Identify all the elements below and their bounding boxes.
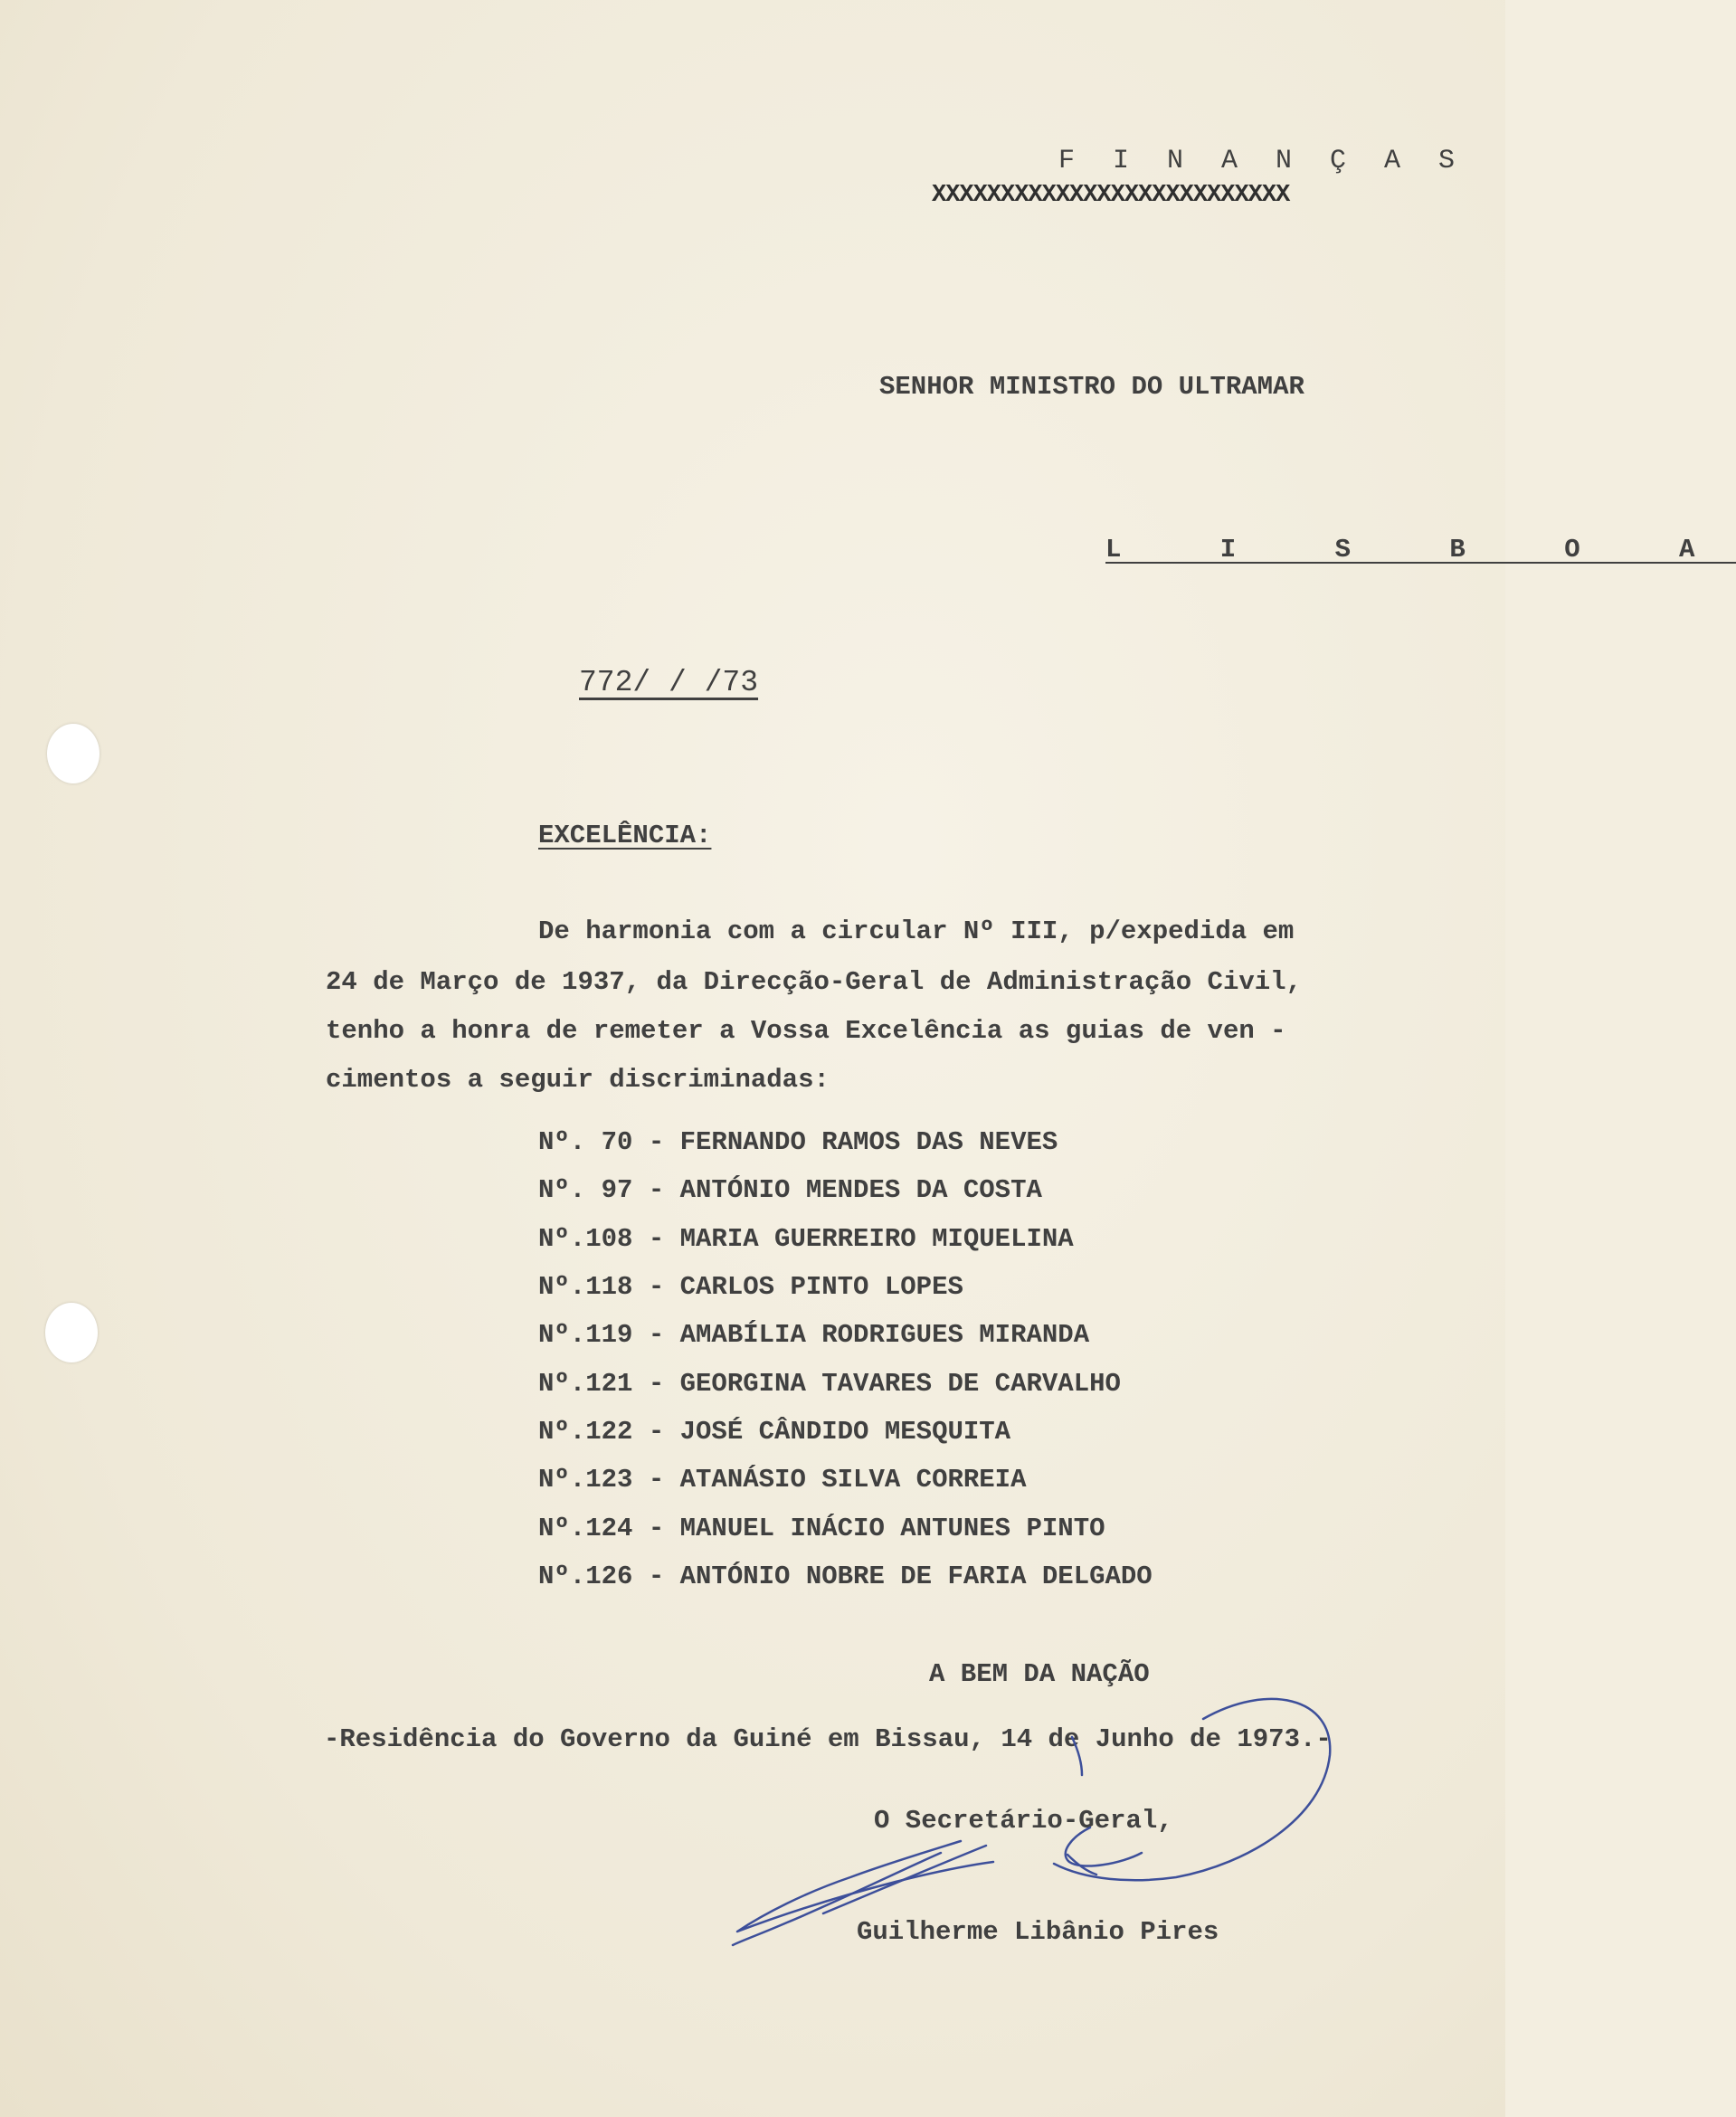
punch-hole-bottom (45, 1303, 98, 1362)
reference-number: 772/ / /73 (579, 666, 759, 699)
body-line: cimentos a seguir discriminadas: (326, 1065, 830, 1095)
list-item: Nº.123 - ATANÁSIO SILVA CORREIA (538, 1465, 1027, 1495)
list-item: Nº.118 - CARLOS PINTO LOPES (538, 1272, 963, 1302)
body-line: 24 de Março de 1937, da Direcção-Geral de Administração Civil, (326, 967, 1302, 997)
salutation: EXCELÊNCIA: (538, 821, 712, 850)
city-line: L I S B O A (1105, 535, 1736, 565)
list-item: Nº.124 - MANUEL INÁCIO ANTUNES PINTO (538, 1514, 1105, 1543)
signatory-title: O Secretário-Geral, (874, 1806, 1173, 1836)
body-line: tenho a honra de remeter a Vossa Excelência as guias de ven - (326, 1016, 1286, 1046)
list-item: Nº.108 - MARIA GUERREIRO MIQUELINA (538, 1224, 1074, 1254)
recipient-line: SENHOR MINISTRO DO ULTRAMAR (879, 372, 1304, 402)
list-item: Nº.122 - JOSÉ CÂNDIDO MESQUITA (538, 1417, 1011, 1447)
place-date-line: -Residência do Governo da Guiné em Bissau, 14 de Junho de 1973.- (324, 1724, 1332, 1754)
signatory-name: Guilherme Libânio Pires (857, 1917, 1219, 1947)
department-title: F I N A N Ç A S (1058, 146, 1466, 176)
list-item: Nº.126 - ANTÓNIO NOBRE DE FARIA DELGADO (538, 1562, 1153, 1591)
punch-hole-top (47, 724, 100, 783)
body-line: De harmonia com a circular Nº III, p/expedida em (538, 916, 1295, 946)
list-item: Nº. 97 - ANTÓNIO MENDES DA COSTA (538, 1175, 1042, 1205)
struck-out-text: XXXXXXXXXXXXXXXXXXXXXXXXXX (932, 182, 1290, 209)
list-item: Nº.121 - GEORGINA TAVARES DE CARVALHO (538, 1369, 1121, 1399)
list-item: Nº. 70 - FERNANDO RAMOS DAS NEVES (538, 1127, 1058, 1157)
list-item: Nº.119 - AMABÍLIA RODRIGUES MIRANDA (538, 1320, 1090, 1350)
closing-formula: A BEM DA NAÇÃO (929, 1659, 1150, 1689)
